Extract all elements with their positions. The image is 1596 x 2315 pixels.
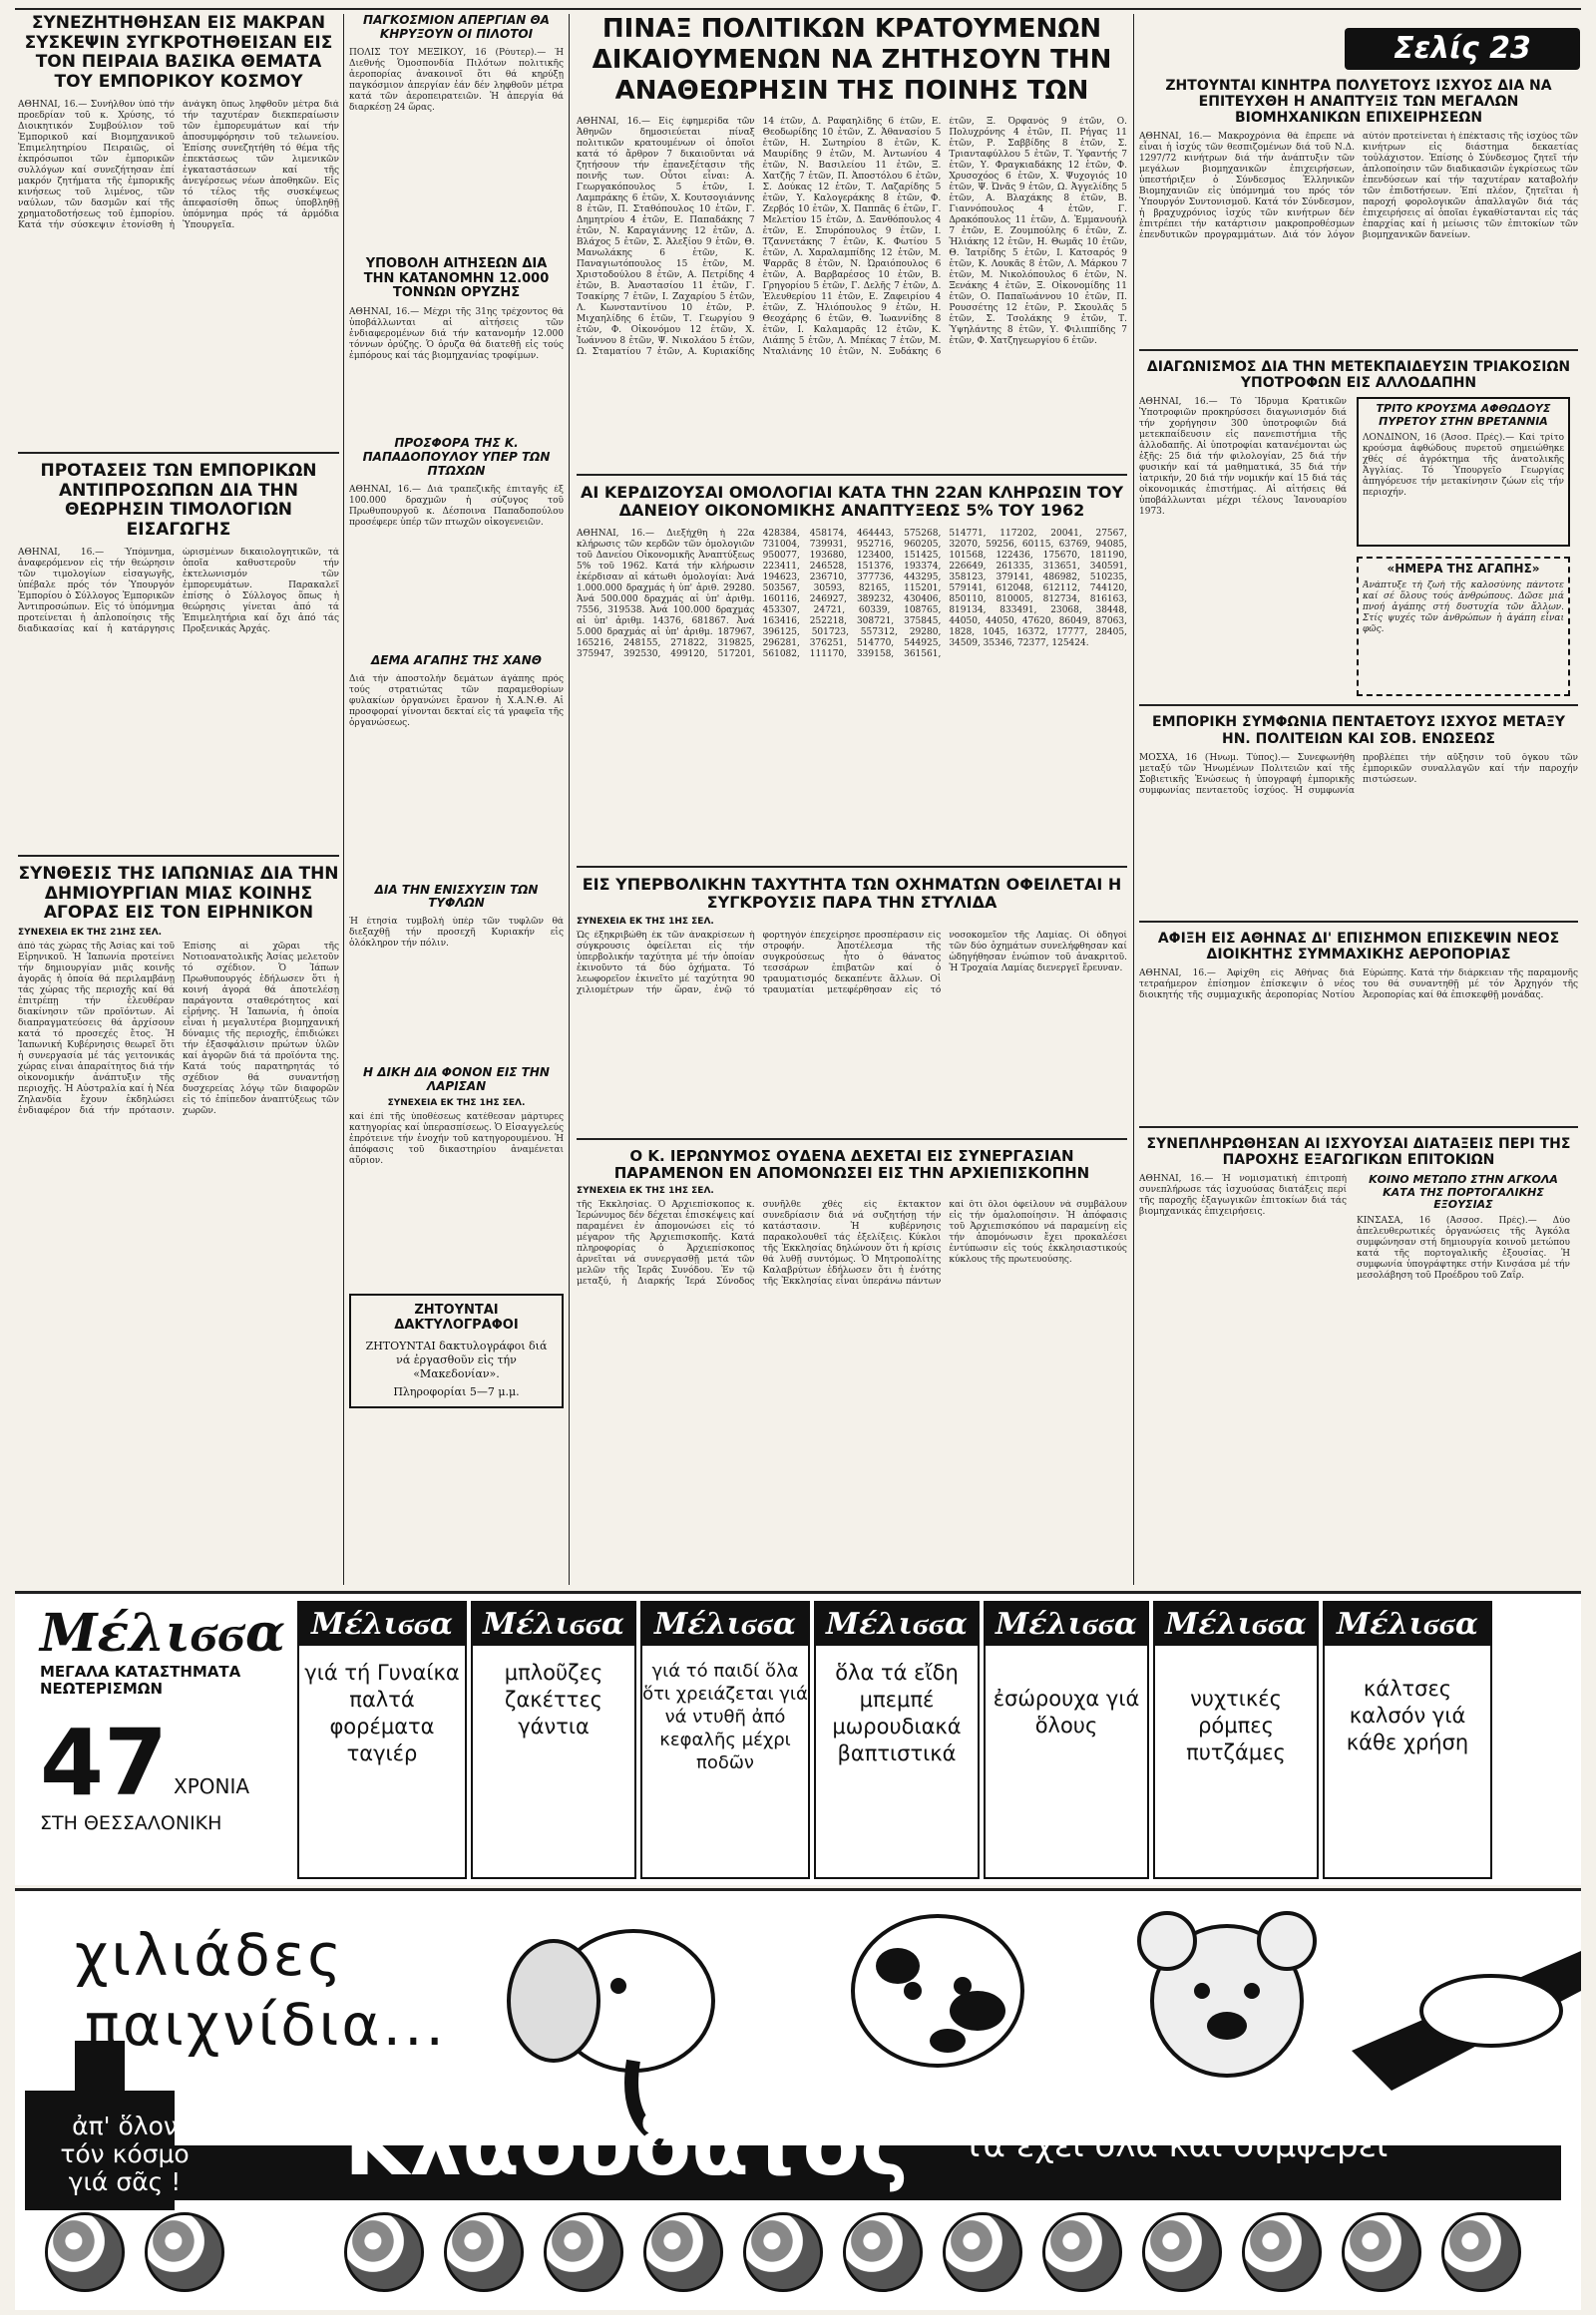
wheel-icon xyxy=(1242,2212,1322,2292)
toys-left-tagline xyxy=(45,2113,204,2196)
box-angola xyxy=(1357,1174,1570,1473)
article-7-headline: ΔΕΜΑ ΑΓΑΠΗΣ ΤΗΣ ΧΑΝΘ xyxy=(371,652,542,667)
melissa-cell-logo: Μέλιϭϭα xyxy=(1325,1603,1490,1646)
toys-headline-2: παιχνίδια... xyxy=(85,1991,447,2059)
wheel-icon xyxy=(1441,2212,1521,2292)
accident-body: Ὡς ἐξηκριβώθη ἐκ τῶν ἀνακρίσεων ἡ σύγκρουσις ὀφείλεται εἰς τήν ὑπερβολικήν ταχύτητα μέ τήν ὁποίαν ἐκινοῦντο τά δύο ὀχήματα. Τό λεωφορεῖον ἐκινεῖτο μέ ταχύτητα 90 χιλιομέτρων τήν ὥραν, ἐνῷ τό φορτηγόν ἐπεχείρησε προσπέρασιν εἰς στροφήν. Ἀποτέλεσμα τῆς συγκρούσεως ἦτο ὁ θάνατος τεσσάρων ἐπιβατῶν καί ὁ τραυματισμός δεκαπέντε ἄλλων. Οἱ τραυματίαι μετεφέρθησαν εἰς τό νοσοκομεῖον τῆς Λαμίας. Οἱ ὁδηγοί τῶν δύο ὀχημάτων συνελήφθησαν καί ὡδηγήθησαν ἐνώπιον τοῦ ἀνακριτοῦ. Ἡ Τροχαία Λαμίας διενεργεῖ ἔρευναν. xyxy=(577,930,1127,995)
divider xyxy=(1139,349,1578,351)
divider xyxy=(1139,704,1578,706)
melissa-cell-text: ἐσώρουχα γιά ὅλους xyxy=(993,1687,1140,1737)
classified-ad-headline: ΖΗΤΟΥΝΤΑΙ ΔΑΚΤΥΛΟΓΡΑΦΟΙ xyxy=(394,1302,519,1333)
article-3-continuation: ΣΥΝΕΧΕΙΑ ΕΚ ΤΗΣ 21ΗΣ ΣΕΛ. xyxy=(18,928,163,939)
toys-slogan: τά ἔχει ὅλα καί συμφέρει xyxy=(963,2125,1389,2165)
top-rule xyxy=(15,8,1581,10)
incentives-body: ΑΘΗΝΑΙ, 16.— Μακροχρόνια θά ἔπρεπε νά εἶναι ἡ ἰσχύς τῶν θεσπιζομένων διά τοῦ Ν.Δ. 1297/72 κινήτρων διά τήν ἀνάπτυξιν τῶν μεγάλων βιομηχανικῶν ἐπιχειρήσεων, ὑπεστήριξεν ὁ Σύνδεσμος Ἑλληνικῶν Βιομηχανιῶν εἰς ὑπόμνημά του πρός τόν Ὑπουργόν Συντονισμοῦ. Κατά τόν Σύνδεσμον, ἡ βραχυχρόνιος ἰσχύς τῶν κινήτρων δέν ἐπιτρέπει τήν κατάρτισιν μακροπροθέσμων ἐπενδυτικῶν προγραμμάτων. Διά τόν λόγον αὐτόν προτείνεται ἡ ἐπέκτασις τῆς ἰσχύος τῶν κινήτρων εἰς διάστημα δεκαετίας τοὐλάχιστον. Ἐπίσης ὁ Σύνδεσμος ζητεῖ τήν ἁπλοποίησιν τῶν διαδικασιῶν ἐγκρίσεως τῶν ἐπενδύσεων καί τήν ταχυτέραν καταβολήν τῶν ἐπιδοτήσεων. Ἐπί πλέον, ζητεῖται ἡ παροχή φορολογικῶν ἀπαλλαγῶν διά τάς ἐπιχειρήσεις αἱ ὁποῖαι ἐγκαθίστανται εἰς τάς ἐπαρχίας καί ἡ μείωσις τῶν ἐπιτοκίων τῶν βιομηχανικῶν δανείων. xyxy=(1139,132,1578,241)
wheel-icon xyxy=(643,2212,723,2292)
article-2-body: ΑΘΗΝΑΙ, 16.— Ὑπόμνημα, ἀναφερόμενον εἰς τήν θεώρησιν τῶν τιμολογίων εἰσαγωγῆς, ὑπέβαλε πρός τόν Ὑπουργόν Ἐμπορίου ὁ Σύλλογος Ἐμπορικῶν Ἀντιπροσώπων. Εἰς τό ὑπόμνημα προτείνεται ἡ ἁπλοποίησις τῆς διαδικασίας καί ἡ κατάργησις ὡρισμένων δικαιολογητικῶν, τά ὁποῖα καθυστεροῦν τήν ἐκτελωνισμόν τῶν ἐμπορευμάτων. Παρακαλεῖ ἐπίσης ὁ Σύλλογος ὅπως ἡ θεώρησις γίνεται ἀπό τά Ἐπιμελητήρια καί ὄχι ἀπό τάς Προξενικάς Ἀρχάς. xyxy=(18,548,339,635)
melissa-cell-logo: Μέλιϭϭα xyxy=(473,1603,634,1646)
article-6-body: ΑΘΗΝΑΙ, 16.— Διά τραπεζικῆς ἐπιταγῆς ἐξ 100.000 δραχμῶν ἡ σύζυγος τοῦ Πρωθυπουργοῦ κ. Δέσποινα Παπαδοπούλου προσέφερε ὑπέρ τῶν πτωχῶν οἰκογενειῶν. xyxy=(349,484,564,528)
melissa-cell-logo: Μέλιϭϭα xyxy=(642,1603,808,1646)
lottery-body: ΑΘΗΝΑΙ, 16.— Διεξήχθη ἡ 22α κλήρωσις τῶν κερδῶν τῶν ὁμολογιῶν τοῦ Δανείου Οἰκονομικῆς Ἀναπτύξεως 5% τοῦ 1962. Κατά τήν κλήρωσιν ἐκέρδισαν αἱ κάτωθι ὁμολογίαι: Ἀνά 1.000.000 δραχμάς ἡ ὑπ' ἀριθ. 29280. Ἀνά 500.000 δραχμάς αἱ ὑπ' ἀριθμ. 7556, 319538. Ἀνά 100.000 δραχμάς αἱ ὑπ' ἀριθμ. 14376, 681867. Ἀνά 5.000 δραχμάς αἱ ὑπ' ἀριθμ. 187967, 165216, 248155, 271822, 319825, 375947, 392530, 499120, 517201, 428384, 458174, 464443, 575268, 731004, 739931, 952716, 960205, 950077, 193680, 123400, 151425, 223411, 246528, 151376, 193374, 194623, 236710, 377736, 443295, 503567, 30593, 82165, 115201, 160116, 246927, 389232, 430406, 453307, 24721, 60339, 108765, 163416, 252218, 308721, 375845, 396125, 501723, 557312, 29280, 296281, 376251, 514770, 544925, 561082, 111170, 339158, 361561, 514771, 117202, 20041, 27567, 32070, 59256, 60115, 63769, 94085, 101568, 122436, 175670, 181190, 226649, 261335, 313651, 340591, 358123, 379141, 486982, 510235, 579141, 612048, 612112, 744120, 850110, 810005, 812734, 816163, 819134, 833491, 23068, 38448, 44050, 44050, 47620, 86049, 87063, 1828, 1045, 16372, 17777, 28405, 34509, 35346, 72377, 125424. xyxy=(577,528,1127,659)
divider xyxy=(577,1138,1127,1140)
article-7-body: Διά τήν ἀποστολήν δεμάτων ἀγάπης πρός τούς στρατιώτας τῶν παραμεθορίων φυλακίων ὀργανώνει ἔρανον ἡ Χ.Α.Ν.Θ. Αἱ προσφοραί γίνονται δεκταί εἰς τά γραφεῖα τῆς ὀργανώσεως. xyxy=(349,673,564,728)
article-3-headline: ΣΥΝΘΕΣΙΣ ΤΗΣ ΙΑΠΩΝΙΑΣ ΔΙΑ ΤΗΝ ΔΗΜΙΟΥΡΓΙΑΝ ΜΙΑΣ ΚΟΙΝΗΣ ΑΓΟΡΑΣ ΕΙΣ ΤΟΝ ΕΙΡΗΝΙΚΟΝ xyxy=(18,864,339,924)
melissa-years: 47 xyxy=(40,1709,169,1816)
melissa-cell-logo: Μέλιϭϭα xyxy=(1155,1603,1317,1646)
divider xyxy=(18,855,339,857)
melissa-cell-text: νυχτικές ρόμπες πυτζάμες xyxy=(1186,1687,1286,1764)
column-3 xyxy=(577,14,1127,1585)
accident-headline: ΕΙΣ ΥΠΕΡΒΟΛΙΚΗΝ ΤΑΧΥΤΗΤΑ ΤΩΝ ΟΧΗΜΑΤΩΝ ΟΦΕΙΛΕΤΑΙ Η ΣΥΓΚΡΟΥΣΙΣ ΠΑΡΑ ΤΗΝ ΣΤΥΛΙΔΑ xyxy=(582,874,1122,913)
box-angola-body: ΚΙΝΣΑΣΑ, 16 (Ἀσσοσ. Πρές).— Δύο ἀπελευθερωτικές ὀργανώσεις τῆς Ἀγκόλα συμφώνησαν στή δημιουργία κοινοῦ μετώπου κατά τῆς πορτογαλικῆς ἐξουσίας. Ἡ συμφωνία ὑπογράφτηκε στήν Κινσάσα μέ τήν μεσολάβηση τοῦ Προέδρου τοῦ Ζαΐρ. xyxy=(1357,1215,1570,1281)
scholarships-body: ΑΘΗΝΑΙ, 16.— Τό Ἵδρυμα Κρατικῶν Ὑποτροφιῶν προκηρύσσει διαγωνισμόν διά τήν χορήγησιν 300 ὑποτροφιῶν διά μετεκπαίδευσιν εἰς πανεπιστήμια τῆς ἀλλοδαπῆς. Αἱ ὑποτροφίαι κατανέμονται ὡς ἑξῆς: 25 διά τήν φιλολογίαν, 25 διά τήν φυσικήν καί τά μαθηματικά, 35 διά τήν ἰατρικήν, 20 διά τήν νομικήν καί 15 διά τάς οἰκονομικάς ἐπιστήμας. Αἱ αἰτήσεις θά ὑποβάλλωνται μέχρι τέλους Ἰανουαρίου 1973. xyxy=(1139,397,1347,518)
archbishop-headline: Ο Κ. ΙΕΡΩΝΥΜΟΣ ΟΥΔΕΝΑ ΔΕΧΕΤΑΙ ΕΙΣ ΣΥΝΕΡΓΑΣΙΑΝ ΠΑΡΑΜΕΝΟΝ ΕΝ ΑΠΟΜΟΝΩΣΕΙ ΕΙΣ ΤΗΝ ΑΡΧΙΕΠΙΣΚΟΠΗΝ xyxy=(613,1146,1090,1182)
classified-ad-info: Πληροφορίαι 5—7 μ.μ. xyxy=(393,1384,520,1398)
page-number-badge: Σελίς 23 xyxy=(1345,28,1580,70)
column-rule xyxy=(569,14,570,1585)
melissa-cell-baby xyxy=(814,1601,980,1879)
wheel-icon xyxy=(943,2212,1022,2292)
toys-left-line-3: γιά σᾶς ! xyxy=(68,2167,182,2196)
divider xyxy=(1139,1126,1578,1128)
wheel-icon xyxy=(1142,2212,1222,2292)
melissa-cell-nightwear xyxy=(1153,1601,1319,1879)
melissa-cell-logo: Μέλιϭϭα xyxy=(816,1603,978,1646)
article-1-headline: ΣΥΝΕΖΗΤΗΘΗΣΑΝ ΕΙΣ ΜΑΚΡΑΝ ΣΥΣΚΕΨΙΝ ΣΥΓΚΡΟΤΗΘΕΙΣΑΝ ΕΙΣ ΤΟΝ ΠΕΙΡΑΙΑ ΒΑΣΙΚΑ ΘΕΜΑΤΑ ΤΟΥ ΕΜΠΟΡΙΚΟΥ ΚΟΣΜΟΥ xyxy=(24,13,333,92)
box-foot-and-mouth xyxy=(1357,397,1570,547)
melissa-cell-socks xyxy=(1323,1601,1492,1879)
article-9-headline: Η ΔΙΚΗ ΔΙΑ ΦΟΝΟΝ ΕΙΣ ΤΗΝ ΛΑΡΙΣΑΝ xyxy=(363,1065,550,1093)
toys-headline-1: χιλιάδες xyxy=(75,1921,345,1989)
melissa-brand: Μέλιϭϭα xyxy=(40,1603,286,1664)
wheel-icon xyxy=(1042,2212,1122,2292)
melissa-cell-logo: Μέλιϭϭα xyxy=(986,1603,1147,1646)
article-8-body: Ἡ ἐτησία τυμβολή ὑπέρ τῶν τυφλῶν θά διεξαχθῇ τήν προσεχῆ Κυριακήν εἰς ὁλόκληρον τήν πόλιν. xyxy=(349,917,564,950)
trade-agreement-body: ΜΟΣΧΑ, 16 (Ἠνωμ. Τύπος).— Συνεφωνήθη μεταξύ τῶν Ἡνωμένων Πολιτειῶν καί τῆς Σοβιετικῆς Ἑνώσεως ἡ ὑπογραφή ἐμπορικῆς συμφωνίας πενταετοῦς ἰσχύος. Ἡ συμφωνία προβλέπει τήν αὔξησιν τοῦ ὄγκου τῶν ἐμπορικῶν συναλλαγῶν καί τήν παροχήν πιστώσεων. xyxy=(1139,752,1578,796)
column-rule xyxy=(1133,14,1134,1585)
trade-agreement-headline: ΕΜΠΟΡΙΚΗ ΣΥΜΦΩΝΙΑ ΠΕΝΤΑΕΤΟΥΣ ΙΣΧΥΟΣ ΜΕΤΑΞΥ ΗΝ. ΠΟΛΙΤΕΙΩΝ ΚΑΙ ΣΟΒ. ΕΝΩΣΕΩΣ xyxy=(1152,714,1565,747)
melissa-cell-blouses xyxy=(471,1601,636,1879)
export-rates-body: ΑΘΗΝΑΙ, 16.— Ἡ νομισματική ἐπιτροπή συνεπλήρωσε τάς ἰσχυούσας διατάξεις περί τῆς παροχῆς ἐξαγωγικῶν ἐπιτοκίων διά τάς βιομηχανικάς ἐπιχειρήσεις. xyxy=(1139,1174,1347,1218)
melissa-cell-text: γιά τό παιδί ὅλα ὅτι χρειάζεται γιά νά ντυθῆ ἀπό κεφαλῆς μέχρι ποδῶν xyxy=(642,1661,808,1773)
incentives-headline: ΖΗΤΟΥΝΤΑΙ ΚΙΝΗΤΡΑ ΠΟΛΥΕΤΟΥΣ ΙΣΧΥΟΣ ΔΙΑ ΝΑ ΕΠΙΤΕΥΧΘΗ Η ΑΝΑΠΤΥΞΙΣ ΤΩΝ ΜΕΓΑΛΩΝ ΒΙΟΜΗΧΑΝΙΚΩΝ ΕΠΙΧΕΙΡΗΣΕΩΝ xyxy=(1165,78,1552,127)
melissa-years-row xyxy=(40,1709,299,1816)
toys-brand: Κλαουδᾶτος xyxy=(344,2097,910,2194)
wheel-icon xyxy=(145,2212,224,2292)
wheel-icon xyxy=(444,2212,524,2292)
box-angola-headline: ΚΟΙΝΟ ΜΕΤΩΠΟ ΣΤΗΝ ΑΓΚΟΛΑ ΚΑΤΑ ΤΗΣ ΠΟΡΤΟΓΑΛΙΚΗΣ ΕΞΟΥΣΙΑΣ xyxy=(1369,1173,1558,1212)
article-5-body: ΑΘΗΝΑΙ, 16.— Μέχρι τῆς 31ης τρέχοντος θά ὑποβάλλωνται αἱ αἰτήσεις τῶν ἐνδιαφερομένων διά τήν κατανομήν 12.000 τόννων ὀρύζης. Ὁ ὀρυζα θά διατεθῇ εἰς τούς ἐμπόρους καί τάς βιομηχανίας τροφίμων. xyxy=(349,307,564,362)
article-6-headline: ΠΡΟΣΦΟΡΑ ΤΗΣ Κ. ΠΑΠΑΔΟΠΟΥΛΟΥ ΥΠΕΡ ΤΩΝ ΠΤΩΧΩΝ xyxy=(362,436,551,478)
lottery-headline: ΑΙ ΚΕΡΔΙΖΟΥΣΑΙ ΟΜΟΛΟΓΙΑΙ ΚΑΤΑ ΤΗΝ 22ΑΝ ΚΛΗΡΩΣΙΝ ΤΟΥ ΔΑΝΕΙΟΥ ΟΙΚΟΝΟΜΙΚΗΣ ΑΝΑΠΤΥΞΕΩΣ 5% ΤΟΥ 1962 xyxy=(580,483,1124,521)
melissa-brand-block xyxy=(40,1604,299,1873)
box-day-of-love xyxy=(1357,557,1570,696)
accident-continuation: ΣΥΝΕΧΕΙΑ ΕΚ ΤΗΣ 1ΗΣ ΣΕΛ. xyxy=(577,916,714,927)
archbishop-continuation: ΣΥΝΕΧΕΙΑ ΕΚ ΤΗΣ 1ΗΣ ΣΕΛ. xyxy=(577,1186,714,1197)
wheel-icon xyxy=(743,2212,823,2292)
main-headline: ΠΙΝΑΞ ΠΟΛΙΤΙΚΩΝ ΚΡΑΤΟΥΜΕΝΩΝ ΔΙΚΑΙΟΥΜΕΝΩΝ ΝΑ ΖΗΤΗΣΟΥΝ ΤΗΝ ΑΝΑΘΕΩΡΗΣΙΝ ΤΗΣ ΠΟΙΝΗΣ ΤΩΝ xyxy=(592,14,1112,106)
column-1 xyxy=(18,14,339,1585)
article-4-headline: ΠΑΓΚΟΣΜΙΟΝ ΑΠΕΡΓΙΑΝ ΘΑ ΚΗΡΥΞΟΥΝ ΟΙ ΠΙΛΟΤΟΙ xyxy=(363,13,550,41)
column-rule xyxy=(343,14,344,1585)
box-foot-and-mouth-headline: ΤΡΙΤΟ ΚΡΟΥΣΜΑ ΑΦΘΩΔΟΥΣ ΠΥΡΕΤΟΥ ΣΤΗΝ ΒΡΕΤΑΝΝΙΑ xyxy=(1376,402,1551,429)
archbishop-body: τῆς Ἐκκλησίας. Ὁ Ἀρχιεπίσκοπος κ. Ἱερώνυμος δέν δέχεται ἐπισκέψεις καί παραμένει ἐν ἀπομονώσει εἰς τό μέγαρον τῆς Ἀρχιεπισκοπῆς. Κατά πληροφορίας ὁ Ἀρχιεπίσκοπος ἀρνεῖται νά συνεργασθῇ μετά τῶν μελῶν τῆς Ἱερᾶς Συνόδου. Ἐν τῷ μεταξύ, ἡ Διαρκής Ἱερά Σύνοδος συνῆλθε χθές εἰς ἔκτακτον συνεδρίασιν διά νά συζητήσῃ τήν κατάστασιν. Ἡ κυβέρνησις παρακολουθεῖ τάς ἐξελίξεις. Κύκλοι τῆς Ἐκκλησίας δηλώνουν ὅτι ἡ κρίσις θά λυθῇ συντόμως. Ὁ Μητροπολίτης Καλαβρύτων ἐδήλωσεν ὅτι ἡ ἑνότης τῆς Ἐκκλησίας εἶναι ὑπεράνω πάντων καί ὅτι ὅλοι ὀφείλουν νά συμβάλουν εἰς τήν ὁμαλοποίησιν. Ἡ ἀπόφασις τοῦ Ἀρχιεπισκόπου νά παραμείνῃ εἰς τήν ἀπομόνωσιν ἔχει προκαλέσει ἐντύπωσιν εἰς τούς ἐκκλησιαστικούς κύκλους τῆς πρωτευούσης. xyxy=(577,1200,1127,1288)
article-5-headline: ΥΠΟΒΟΛΗ ΑΙΤΗΣΕΩΝ ΔΙΑ ΤΗΝ ΚΑΤΑΝΟΜΗΝ 12.000 ΤΟΝΝΩΝ ΟΡΥΖΗΣ xyxy=(363,255,550,301)
melissa-subtitle: ΜΕΓΑΛΑ ΚΑΤΑΣΤΗΜΑΤΑ ΝΕΩΤΕΡΙΣΜΩΝ xyxy=(40,1663,241,1699)
article-9-continuation: ΣΥΝΕΧΕΙΑ ΕΚ ΤΗΣ 1ΗΣ ΣΕΛ. xyxy=(387,1097,526,1108)
teddy-bear-icon xyxy=(1139,1913,1315,2076)
article-8-headline: ΔΙΑ ΤΗΝ ΕΝΙΣΧΥΣΙΝ ΤΩΝ ΤΥΦΛΩΝ xyxy=(374,882,539,911)
toys-left-line-1: ἀπ' ὅλον xyxy=(72,2112,178,2140)
column-2 xyxy=(349,14,564,1585)
article-3-body: ἀπό τάς χώρας τῆς Ἀσίας καί τοῦ Εἰρηνικοῦ. Ἡ Ἰαπωνία προτείνει τήν δημιουργίαν μιᾶς κοινῆς ἀγορᾶς ἡ ὁποία θά περιλαμβάνῃ τάς χώρας τῆς περιοχῆς καί θά ἐπιτρέπῃ τήν ἐλευθέραν διακίνησιν τῶν προϊόντων. Αἱ διαπραγματεύσεις θά ἀρχίσουν κατά τό προσεχές ἔτος. Ἡ Ἰαπωνική Κυβέρνησις θεωρεῖ ὅτι ἡ συνεργασία μέ τάς γειτονικάς χώρας εἶναι ἀπαραίτητος διά τήν οἰκονομικήν ἀνάπτυξιν τῆς περιοχῆς. Ἡ Αὐστραλία καί ἡ Νέα Ζηλανδία ἔχουν ἐκδηλώσει ἐνδιαφέρον διά τήν πρότασιν. Ἐπίσης αἱ χῶραι τῆς Νοτιοανατολικῆς Ἀσίας μελετοῦν τό σχέδιον. Ὁ Ἰάπων Πρωθυπουργός ἐδήλωσεν ὅτι ἡ κοινή ἀγορά θά ἀποτελέσῃ παράγοντα σταθερότητος καί εἰρήνης. Ἡ Ἰαπωνία, ἡ ὁποία εἶναι ἡ μεγαλυτέρα βιομηχανική δύναμις τῆς περιοχῆς, ἐπιδιώκει τήν ἐξασφάλισιν πρώτων ὑλῶν καί ἀγορῶν διά τά προϊόντα της. Κατά τούς παρατηρητάς τό σχέδιον θά συναντήσῃ δυσχερείας λόγῳ τῶν διαφορῶν εἰς τό ἐπίπεδον ἀναπτύξεως τῶν χωρῶν. xyxy=(18,942,339,1117)
air-commander-body: ΑΘΗΝΑΙ, 16.— Ἀφίχθη εἰς Ἀθήνας διά τετραήμερον ἐπίσημον ἐπίσκεψιν ὁ νέος διοικητής τῆς συμμαχικῆς ἀεροπορίας Νοτίου Εὐρώπης. Κατά τήν διάρκειαν τῆς παραμονῆς του θά συναντηθῇ μέ τόν Ἀρχηγόν τῆς Ἀεροπορίας καί θά ἐπισκεφθῇ μονάδας. xyxy=(1139,967,1578,1000)
melissa-cell-children xyxy=(640,1601,810,1879)
divider xyxy=(1139,921,1578,923)
airplane-icon xyxy=(1352,1951,1581,2091)
divider xyxy=(18,452,339,454)
article-9-body: καί ἐπί τῆς ὑποθέσεως κατέθεσαν μάρτυρες κατηγορίας καί ὑπερασπίσεως. Ὁ Εἰσαγγελεύς ἐπρότεινε τήν ἐνοχήν τοῦ κατηγορουμένου. Ἡ ἀπόφασις τοῦ δικαστηρίου ἀναμένεται αὔριον. xyxy=(349,1111,564,1166)
box-day-of-love-body: Ἀνάπτυξε τή ζωή τῆς καλοσύνης πάντοτε καί σέ ὅλους τούς ἀνθρώπους. Δῶσε μιά πνοή ἀγάπης στή δυστυχία τῶν ἄλλων. Στίς ψυχές τῶν ἀνθρώπων ἡ ἀγάπη εἶναι φῶς. xyxy=(1363,580,1564,635)
divider xyxy=(577,866,1127,868)
wheel-icon xyxy=(344,2212,424,2292)
wheel-icon xyxy=(1342,2212,1421,2292)
melissa-years-label: ΧΡΟΝΙΑ xyxy=(174,1773,250,1798)
export-rates-headline: ΣΥΝΕΠΛΗΡΩΘΗΣΑΝ ΑΙ ΙΣΧΥΟΥΣΑΙ ΔΙΑΤΑΞΕΙΣ ΠΕΡΙ ΤΗΣ ΠΑΡΟΧΗΣ ΕΞΑΓΩΓΙΚΩΝ ΕΠΙΤΟΚΙΩΝ xyxy=(1146,1135,1571,1168)
melissa-cell-logo: Μέλιϭϭα xyxy=(299,1603,465,1646)
melissa-cell-text: μπλοῦζες ζακέττες γάντια xyxy=(504,1661,603,1738)
scholarships-headline: ΔΙΑΓΩΝΙΣΜΟΣ ΔΙΑ ΤΗΝ ΜΕΤΕΚΠΑΙΔΕΥΣΙΝ ΤΡΙΑΚΟΣΙΩΝ ΥΠΟΤΡΟΦΩΝ ΕΙΣ ΑΛΛΟΔΑΠΗΝ xyxy=(1146,359,1571,392)
melissa-city: ΣΤΗ ΘΕΣΣΑΛΟΝΙΚΗ xyxy=(40,1811,222,1834)
wheel-icon xyxy=(45,2212,125,2292)
toys-left-line-2: τόν κόσμο xyxy=(60,2139,190,2168)
melissa-cell-text: ὅλα τά εἴδη μπεμπέ μωρουδιακά βαπτιστικά xyxy=(832,1661,962,1765)
dog-icon xyxy=(853,1916,1022,2066)
classified-ad-box xyxy=(349,1294,564,1408)
article-2-headline: ΠΡΟΤΑΣΕΙΣ ΤΩΝ ΕΜΠΟΡΙΚΩΝ ΑΝΤΙΠΡΟΣΩΠΩΝ ΔΙΑ ΤΗΝ ΘΕΩΡΗΣΙΝ ΤΙΜΟΛΟΓΙΩΝ ΕΙΣΑΓΩΓΗΣ xyxy=(40,461,317,540)
divider xyxy=(577,474,1127,476)
box-day-of-love-headline: «ΗΜΕΡΑ ΤΗΣ ΑΓΑΠΗΣ» xyxy=(1387,562,1540,577)
wheel-icon xyxy=(544,2212,623,2292)
melissa-cell-text: γιά τή Γυναίκα παλτά φορέματα ταγιέρ xyxy=(304,1661,460,1765)
box-foot-and-mouth-body: ΛΟΝΔΙΝΟΝ, 16 (Ἀσοσ. Πρές).— Καί τρίτο κρούσμα ἀφθώδους πυρετοῦ σημειώθηκε χθές σέ ἀγρόκτημα τῆς ἀνατολικῆς Ἀγγλίας. Τό Ὑπουργεῖο Γεωργίας ἀπηγόρευσε τήν μετακίνησιν ζώων εἰς τήν περιοχήν. xyxy=(1363,432,1564,498)
melissa-cell-text: κάλτσες καλσόν γιά κάθε χρήση xyxy=(1346,1677,1469,1754)
column-4 xyxy=(1139,78,1578,1584)
main-article-body: ΑΘΗΝΑΙ, 16.— Εἰς ἐφημερίδα τῶν Ἀθηνῶν δημοσιεύεται πίναξ πολιτικῶν κρατουμένων οἱ ὁποῖοι κατά τό ἄρθρον 7 δικαιοῦνται νά ζητήσουν τήν ἐπανεξέτασιν τῆς ποινῆς των. Οὗτοι εἶναι: Α. Γεωργακόπουλος 5 ἐτῶν, Ι. Λαμπράκης 6 ἐτῶν, Χ. Κουτσογιάννης 8 ἐτῶν, Π. Σταθόπουλος 10 ἐτῶν, Γ. Δημητρίου 4 ἐτῶν, Ε. Παπαδάκης 7 ἐτῶν, Ν. Καραγιάννης 12 ἐτῶν, Δ. Βλάχος 5 ἐτῶν, Σ. Ἀλεξίου 9 ἐτῶν, Θ. Μανωλάκης 6 ἐτῶν, Κ. Παναγιωτόπουλος 15 ἐτῶν, Μ. Χριστοδούλου 8 ἐτῶν, Α. Πετρίδης 4 ἐτῶν, Β. Ἀναστασίου 11 ἐτῶν, Γ. Τσακίρης 7 ἐτῶν, Ι. Ζαχαρίου 5 ἐτῶν, Λ. Κωνσταντίνου 10 ἐτῶν, Ρ. Μιχαηλίδης 6 ἐτῶν, Τ. Γεωργίου 9 ἐτῶν, Φ. Οἰκονόμου 12 ἐτῶν, Χ. Ἰωάννου 8 ἐτῶν, Ψ. Νικολάου 5 ἐτῶν, Ω. Σταματίου 7 ἐτῶν, Α. Κυριακίδης 14 ἐτῶν, Δ. Ραφαηλίδης 6 ἐτῶν, Ε. Θεοδωρίδης 10 ἐτῶν, Ζ. Ἀθανασίου 5 ἐτῶν, Η. Σωτηρίου 8 ἐτῶν, Κ. Μαυρίδης 9 ἐτῶν, Μ. Ἀντωνίου 4 ἐτῶν, Ν. Βασιλείου 11 ἐτῶν, Ξ. Χατζῆς 7 ἐτῶν, Π. Ἀποστόλου 6 ἐτῶν, Σ. Δούκας 12 ἐτῶν, Τ. Λαζαρίδης 5 ἐτῶν, Υ. Καλογεράκης 8 ἐτῶν, Φ. Ζερβός 10 ἐτῶν, Χ. Παππᾶς 6 ἐτῶν, Γ. Μελετίου 15 ἐτῶν, Δ. Ξανθόπουλος 4 ἐτῶν, Ε. Σπυρόπουλος 9 ἐτῶν, Ι. Τζαννετάκης 7 ἐτῶν, Κ. Φωτίου 5 ἐτῶν, Λ. Χαραλαμπίδης 12 ἐτῶν, Μ. Ψαρρᾶς 8 ἐτῶν, Ν. Ὠραιόπουλος 6 ἐτῶν, Α. Βαρβαρέσος 10 ἐτῶν, Β. Γρηγορίου 5 ἐτῶν, Γ. Δελῆς 7 ἐτῶν, Δ. Ἐλευθερίου 11 ἐτῶν, Ε. Ζαφειρίου 4 ἐτῶν, Ζ. Ἠλιόπουλος 9 ἐτῶν, Η. Θεοχάρης 6 ἐτῶν, Θ. Ἰωαννίδης 8 ἐτῶν, Ι. Καλαμαρᾶς 12 ἐτῶν, Κ. Λιάπης 5 ἐτῶν, Λ. Μπέκας 7 ἐτῶν, Μ. Νταλιάνης 10 ἐτῶν, Ν. Ξυδάκης 6 ἐτῶν, Ξ. Ὀρφανός 9 ἐτῶν, Ο. Πολυχρόνης 4 ἐτῶν, Π. Ρήγας 11 ἐτῶν, Ρ. Σαββίδης 8 ἐτῶν, Σ. Τριανταφύλλου 5 ἐτῶν, Τ. Ὑφαντής 7 ἐτῶν, Υ. Φραγκιαδάκης 12 ἐτῶν, Φ. Χρυσοχόος 6 ἐτῶν, Χ. Ψυχογιός 10 ἐτῶν, Ψ. Ὠνᾶς 9 ἐτῶν, Ω. Ἀγγελίδης 5 ἐτῶν, Α. Βλαχάκης 8 ἐτῶν, Β. Γιαννόπουλος 4 ἐτῶν, Γ. Δρακόπουλος 11 ἐτῶν, Δ. Ἐμμανουήλ 7 ἐτῶν, Ε. Ζουμπούλης 6 ἐτῶν, Ζ. Ἡλιάκης 12 ἐτῶν, Η. Θωμᾶς 10 ἐτῶν, Θ. Ἰατρίδης 5 ἐτῶν, Ι. Κατσαρός 9 ἐτῶν, Κ. Λουκᾶς 8 ἐτῶν, Λ. Μάρκου 7 ἐτῶν, Μ. Νικολόπουλος 6 ἐτῶν, Ν. Ξενάκης 4 ἐτῶν, Ξ. Οἰκονομίδης 11 ἐτῶν, Ο. Παπαϊωάννου 10 ἐτῶν, Π. Ρουσσέτης 12 ἐτῶν, Ρ. Σκουλᾶς 5 ἐτῶν, Σ. Τσολάκης 9 ἐτῶν, Τ. Ὑψηλάντης 8 ἐτῶν, Υ. Φιλιππίδης 7 ἐτῶν, Φ. Χατζηγεωργίου 6 ἐτῶν. xyxy=(577,117,1127,357)
air-commander-headline: ΑΦΙΞΗ ΕΙΣ ΑΘΗΝΑΣ ΔΙ' ΕΠΙΣΗΜΟΝ ΕΠΙΣΚΕΨΙΝ ΝΕΟΣ ΔΙΟΙΚΗΤΗΣ ΣΥΜΜΑΧΙΚΗΣ ΑΕΡΟΠΟΡΙΑΣ xyxy=(1157,930,1560,963)
melissa-cell-women xyxy=(297,1601,467,1879)
wheel-icon xyxy=(843,2212,923,2292)
article-1-body: ΑΘΗΝΑΙ, 16.— Συνήλθον ὑπό τήν προεδρίαν τοῦ κ. Χρύσης, τό Διοικητικόν Συμβούλιον τοῦ Ἐμπορικοῦ καί Βιομηχανικοῦ Ἐπιμελητηρίου Πειραιῶς, οἱ ἐκπρόσωποι τῶν ἐμπορικῶν συλλόγων καί συνεζήτησαν ἐπί μακρόν ζητήματα τῆς ἐμπορικῆς κινήσεως τοῦ λιμένος, τῶν ναύλων, τῶν δασμῶν καί τῆς χρηματοδοτήσεως τοῦ ἐμπορίου. Κατά τήν σύσκεψιν ἐτονίσθη ἡ ἀνάγκη ὅπως ληφθοῦν μέτρα διά τήν ταχυτέραν διεκπεραίωσιν τῶν ἐμπορευμάτων καί τήν ἀποσυμφόρησιν τοῦ τελωνείου. Ἐπίσης συνεζητήθη τό θέμα τῆς ἐπεκτάσεως τῶν λιμενικῶν ἐγκαταστάσεων καί τῆς ἀνεγέρσεως νέων ἀποθηκῶν. Εἰς τό τέλος τῆς συσκέψεως ἀπεφασίσθη ὅπως ὑποβληθῇ ὑπόμνημα πρός τά ἁρμόδια Ὑπουργεῖα. xyxy=(18,100,339,231)
melissa-cell-underwear xyxy=(984,1601,1149,1879)
classified-ad-body: ΖΗΤΟΥΝΤΑΙ δακτυλογράφοι διά νά ἐργασθοῦν εἰς τήν «Μακεδονίαν». xyxy=(365,1339,548,1380)
article-4-body: ΠΟΛΙΣ ΤΟΥ ΜΕΞΙΚΟΥ, 16 (Ρόυτερ).— Ἡ Διεθνής Ὁμοσπονδία Πιλότων πολιτικῆς ἀεροπορίας ἀνακοινοῖ ὅτι θά κηρύξῃ παγκόσμιον ἀπεργίαν ἐάν δέν ληφθοῦν μέτρα κατά τῶν ἀεροπειρατειῶν. Ἡ ἀπεργία θά διαρκέσῃ 24 ὥρας. xyxy=(349,47,564,113)
